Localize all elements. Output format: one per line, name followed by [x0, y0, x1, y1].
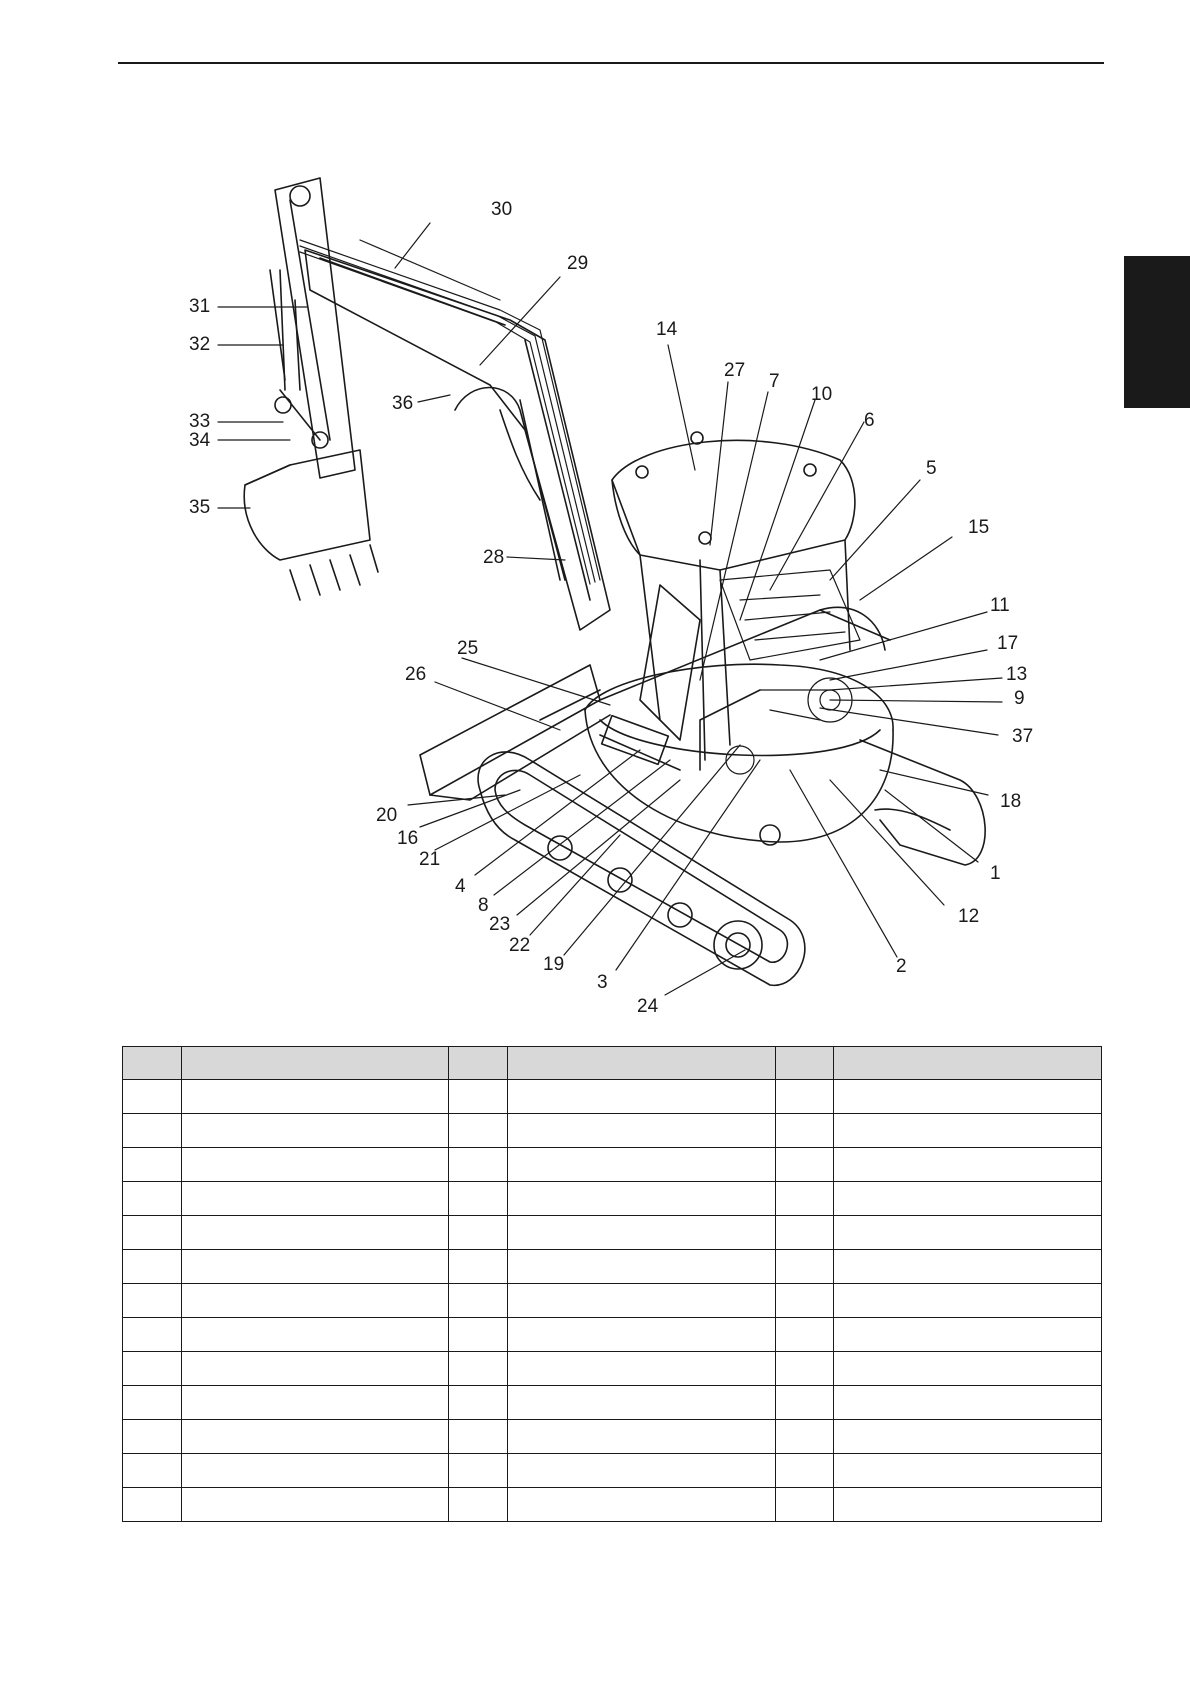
table-cell [181, 1352, 449, 1386]
callout-32: 32 [189, 334, 211, 355]
table-cell [449, 1420, 508, 1454]
upper-body [585, 607, 893, 845]
table-cell [181, 1080, 449, 1114]
callout-2: 2 [896, 956, 907, 977]
table-cell [775, 1182, 834, 1216]
callout-31: 31 [189, 296, 211, 317]
table-cell [775, 1420, 834, 1454]
table-cell [181, 1386, 449, 1420]
table-cell [123, 1216, 182, 1250]
callout-30: 30 [491, 199, 513, 220]
table-row [123, 1284, 1102, 1318]
table-cell [508, 1386, 776, 1420]
table-row [123, 1386, 1102, 1420]
table-row [123, 1182, 1102, 1216]
table-cell [775, 1318, 834, 1352]
table-cell [508, 1488, 776, 1522]
table-cell [181, 1488, 449, 1522]
table-cell [449, 1352, 508, 1386]
callout-34: 34 [189, 430, 211, 451]
table-cell [834, 1182, 1102, 1216]
table-cell [181, 1284, 449, 1318]
table-cell [123, 1148, 182, 1182]
table-cell [123, 1420, 182, 1454]
table-row [123, 1250, 1102, 1284]
table-cell [834, 1250, 1102, 1284]
table-cell [834, 1318, 1102, 1352]
table-cell [449, 1216, 508, 1250]
table-cell [181, 1318, 449, 1352]
table-cell [508, 1080, 776, 1114]
table-cell [775, 1284, 834, 1318]
table-cell [449, 1080, 508, 1114]
table-cell [834, 1114, 1102, 1148]
table-cell [449, 1318, 508, 1352]
table-cell [123, 1352, 182, 1386]
table-cell [775, 1148, 834, 1182]
table-cell [508, 1216, 776, 1250]
table-cell [834, 1148, 1102, 1182]
table-cell [834, 1284, 1102, 1318]
table-row [123, 1352, 1102, 1386]
callout-26: 26 [405, 664, 427, 685]
callout-24: 24 [637, 996, 659, 1017]
callout-5: 5 [926, 458, 937, 479]
table-cell [508, 1284, 776, 1318]
bucket [244, 450, 378, 600]
table-cell [449, 1148, 508, 1182]
table-row [123, 1080, 1102, 1114]
table-cell [181, 1250, 449, 1284]
callout-20: 20 [376, 805, 398, 826]
callout-22: 22 [509, 935, 531, 956]
callout-11: 11 [990, 595, 1010, 616]
table-cell [181, 1114, 449, 1148]
table-cell [449, 1114, 508, 1148]
table-cell [449, 1454, 508, 1488]
table-cell [181, 1216, 449, 1250]
table-cell [834, 1216, 1102, 1250]
table-cell [834, 1488, 1102, 1522]
canopy [612, 432, 855, 760]
table-cell [508, 1250, 776, 1284]
table-cell [449, 1182, 508, 1216]
table-cell [508, 1454, 776, 1488]
parts-table [122, 1046, 1102, 1522]
callout-12: 12 [958, 906, 980, 927]
table-cell [775, 1352, 834, 1386]
callout-6: 6 [864, 410, 875, 431]
table-cell [834, 1352, 1102, 1386]
callout-18: 18 [1000, 791, 1022, 812]
table-cell [508, 1148, 776, 1182]
table-cell [508, 1182, 776, 1216]
table-cell [508, 1114, 776, 1148]
callout-35: 35 [189, 497, 211, 518]
table-cell [181, 1182, 449, 1216]
table-cell [123, 1080, 182, 1114]
callout-8: 8 [478, 895, 489, 916]
table-cell [834, 1080, 1102, 1114]
callout-33: 33 [189, 411, 211, 432]
table-row [123, 1114, 1102, 1148]
table-cell [123, 1488, 182, 1522]
callout-3: 3 [597, 972, 608, 993]
table-cell [775, 1080, 834, 1114]
table-header-row [123, 1047, 1102, 1080]
table-cell [775, 1386, 834, 1420]
callout-21: 21 [419, 849, 441, 870]
callout-1: 1 [990, 863, 1001, 884]
table-cell [508, 1318, 776, 1352]
dozer-blade [420, 665, 610, 800]
callout-15: 15 [968, 517, 990, 538]
table-cell [508, 1352, 776, 1386]
callout-14: 14 [656, 319, 678, 340]
table-row [123, 1488, 1102, 1522]
header-cell [508, 1047, 776, 1080]
table-cell [181, 1420, 449, 1454]
callout-17: 17 [997, 633, 1019, 654]
callout-36: 36 [392, 393, 414, 414]
callout-19: 19 [543, 954, 565, 975]
table-cell [123, 1250, 182, 1284]
callout-4: 4 [455, 876, 466, 897]
table-cell [123, 1284, 182, 1318]
header-cell [775, 1047, 834, 1080]
callout-13: 13 [1006, 664, 1028, 685]
table-cell [775, 1454, 834, 1488]
table-cell [181, 1454, 449, 1488]
table-cell [834, 1386, 1102, 1420]
header-cell [181, 1047, 449, 1080]
table-cell [449, 1284, 508, 1318]
table-row [123, 1318, 1102, 1352]
table-cell [834, 1454, 1102, 1488]
table-cell [123, 1114, 182, 1148]
table-cell [775, 1216, 834, 1250]
callout-29: 29 [567, 253, 589, 274]
boom-hoses [300, 240, 600, 584]
table-cell [181, 1148, 449, 1182]
table-cell [775, 1250, 834, 1284]
table-cell [123, 1318, 182, 1352]
table-cell [123, 1454, 182, 1488]
header-cell [123, 1047, 182, 1080]
table-cell [775, 1488, 834, 1522]
callout-7: 7 [769, 371, 780, 392]
callout-9: 9 [1014, 688, 1025, 709]
table-row [123, 1148, 1102, 1182]
header-cell [449, 1047, 508, 1080]
callout-27: 27 [724, 360, 746, 381]
table-cell [508, 1420, 776, 1454]
table-cell [449, 1250, 508, 1284]
callout-16: 16 [397, 828, 419, 849]
callout-10: 10 [811, 384, 833, 405]
table-cell [449, 1386, 508, 1420]
table-cell [123, 1386, 182, 1420]
table-cell [775, 1114, 834, 1148]
header-cell [834, 1047, 1102, 1080]
table-row [123, 1420, 1102, 1454]
callout-25: 25 [457, 638, 479, 659]
table-cell [834, 1420, 1102, 1454]
table-row [123, 1454, 1102, 1488]
table-row [123, 1216, 1102, 1250]
callout-37: 37 [1012, 726, 1034, 747]
table-cell [123, 1182, 182, 1216]
table-cell [449, 1488, 508, 1522]
engine-compartment [720, 570, 860, 774]
callout-23: 23 [489, 914, 511, 935]
right-track [860, 740, 985, 865]
callout-28: 28 [483, 547, 505, 568]
